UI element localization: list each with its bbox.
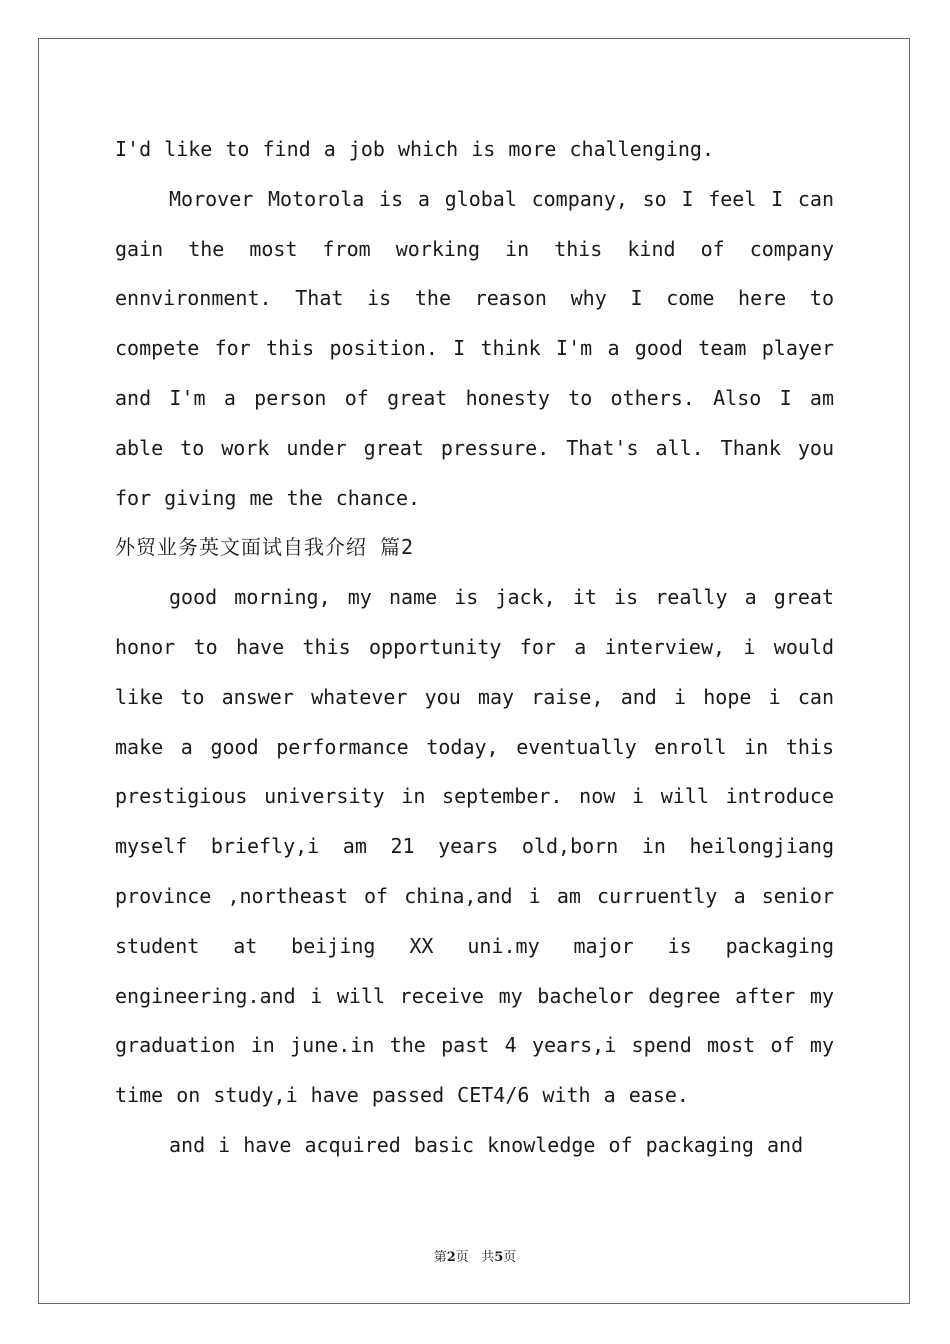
paragraph-2: Morover Motorola is a global company, so I feel I can gain the most from working in this kind of company ennvironment. That is the reason why I come here to compete for this position. I think I'm a good team player and I'm a person of great honesty to others. Also I am able to work under great pressure. That's all. Thank you for giving me the chance. — [115, 186, 834, 510]
section-heading: 外贸业务英文面试自我介绍 篇2 — [115, 535, 415, 560]
paragraph-4: and i have acquired basic knowledge of packaging and — [169, 1132, 804, 1157]
footer-total-pages: 5 — [494, 1250, 504, 1265]
footer-prefix: 第 — [433, 1250, 447, 1265]
footer-page-number: 2 — [446, 1250, 456, 1265]
footer-total-suffix: 页 — [503, 1250, 517, 1265]
paragraph-3: good morning, my name is jack, it is really a great honor to have this opportunity for a interview, i would like to answer whatever you may raise, and i hope i can make a good performance today, eventually enroll in this prestigious university in september. now i will introduce myself briefly,i am 21 years old,born in heilongjiang province ,northeast of china,and i am curruently a senior student at beijing XX uni.my major is packaging engineering.and i will receive my bachelor degree after my graduation in june.in the past 4 years,i spend most of my time on study,i have passed CET4/6 with a ease. — [115, 585, 834, 1108]
paragraph-1: I'd like to find a job which is more challenging. — [115, 137, 715, 161]
footer-page-suffix: 页 — [455, 1250, 469, 1265]
footer-total-prefix: 共 — [481, 1250, 495, 1265]
document-body — [115, 125, 834, 1171]
page-footer — [0, 1246, 950, 1265]
